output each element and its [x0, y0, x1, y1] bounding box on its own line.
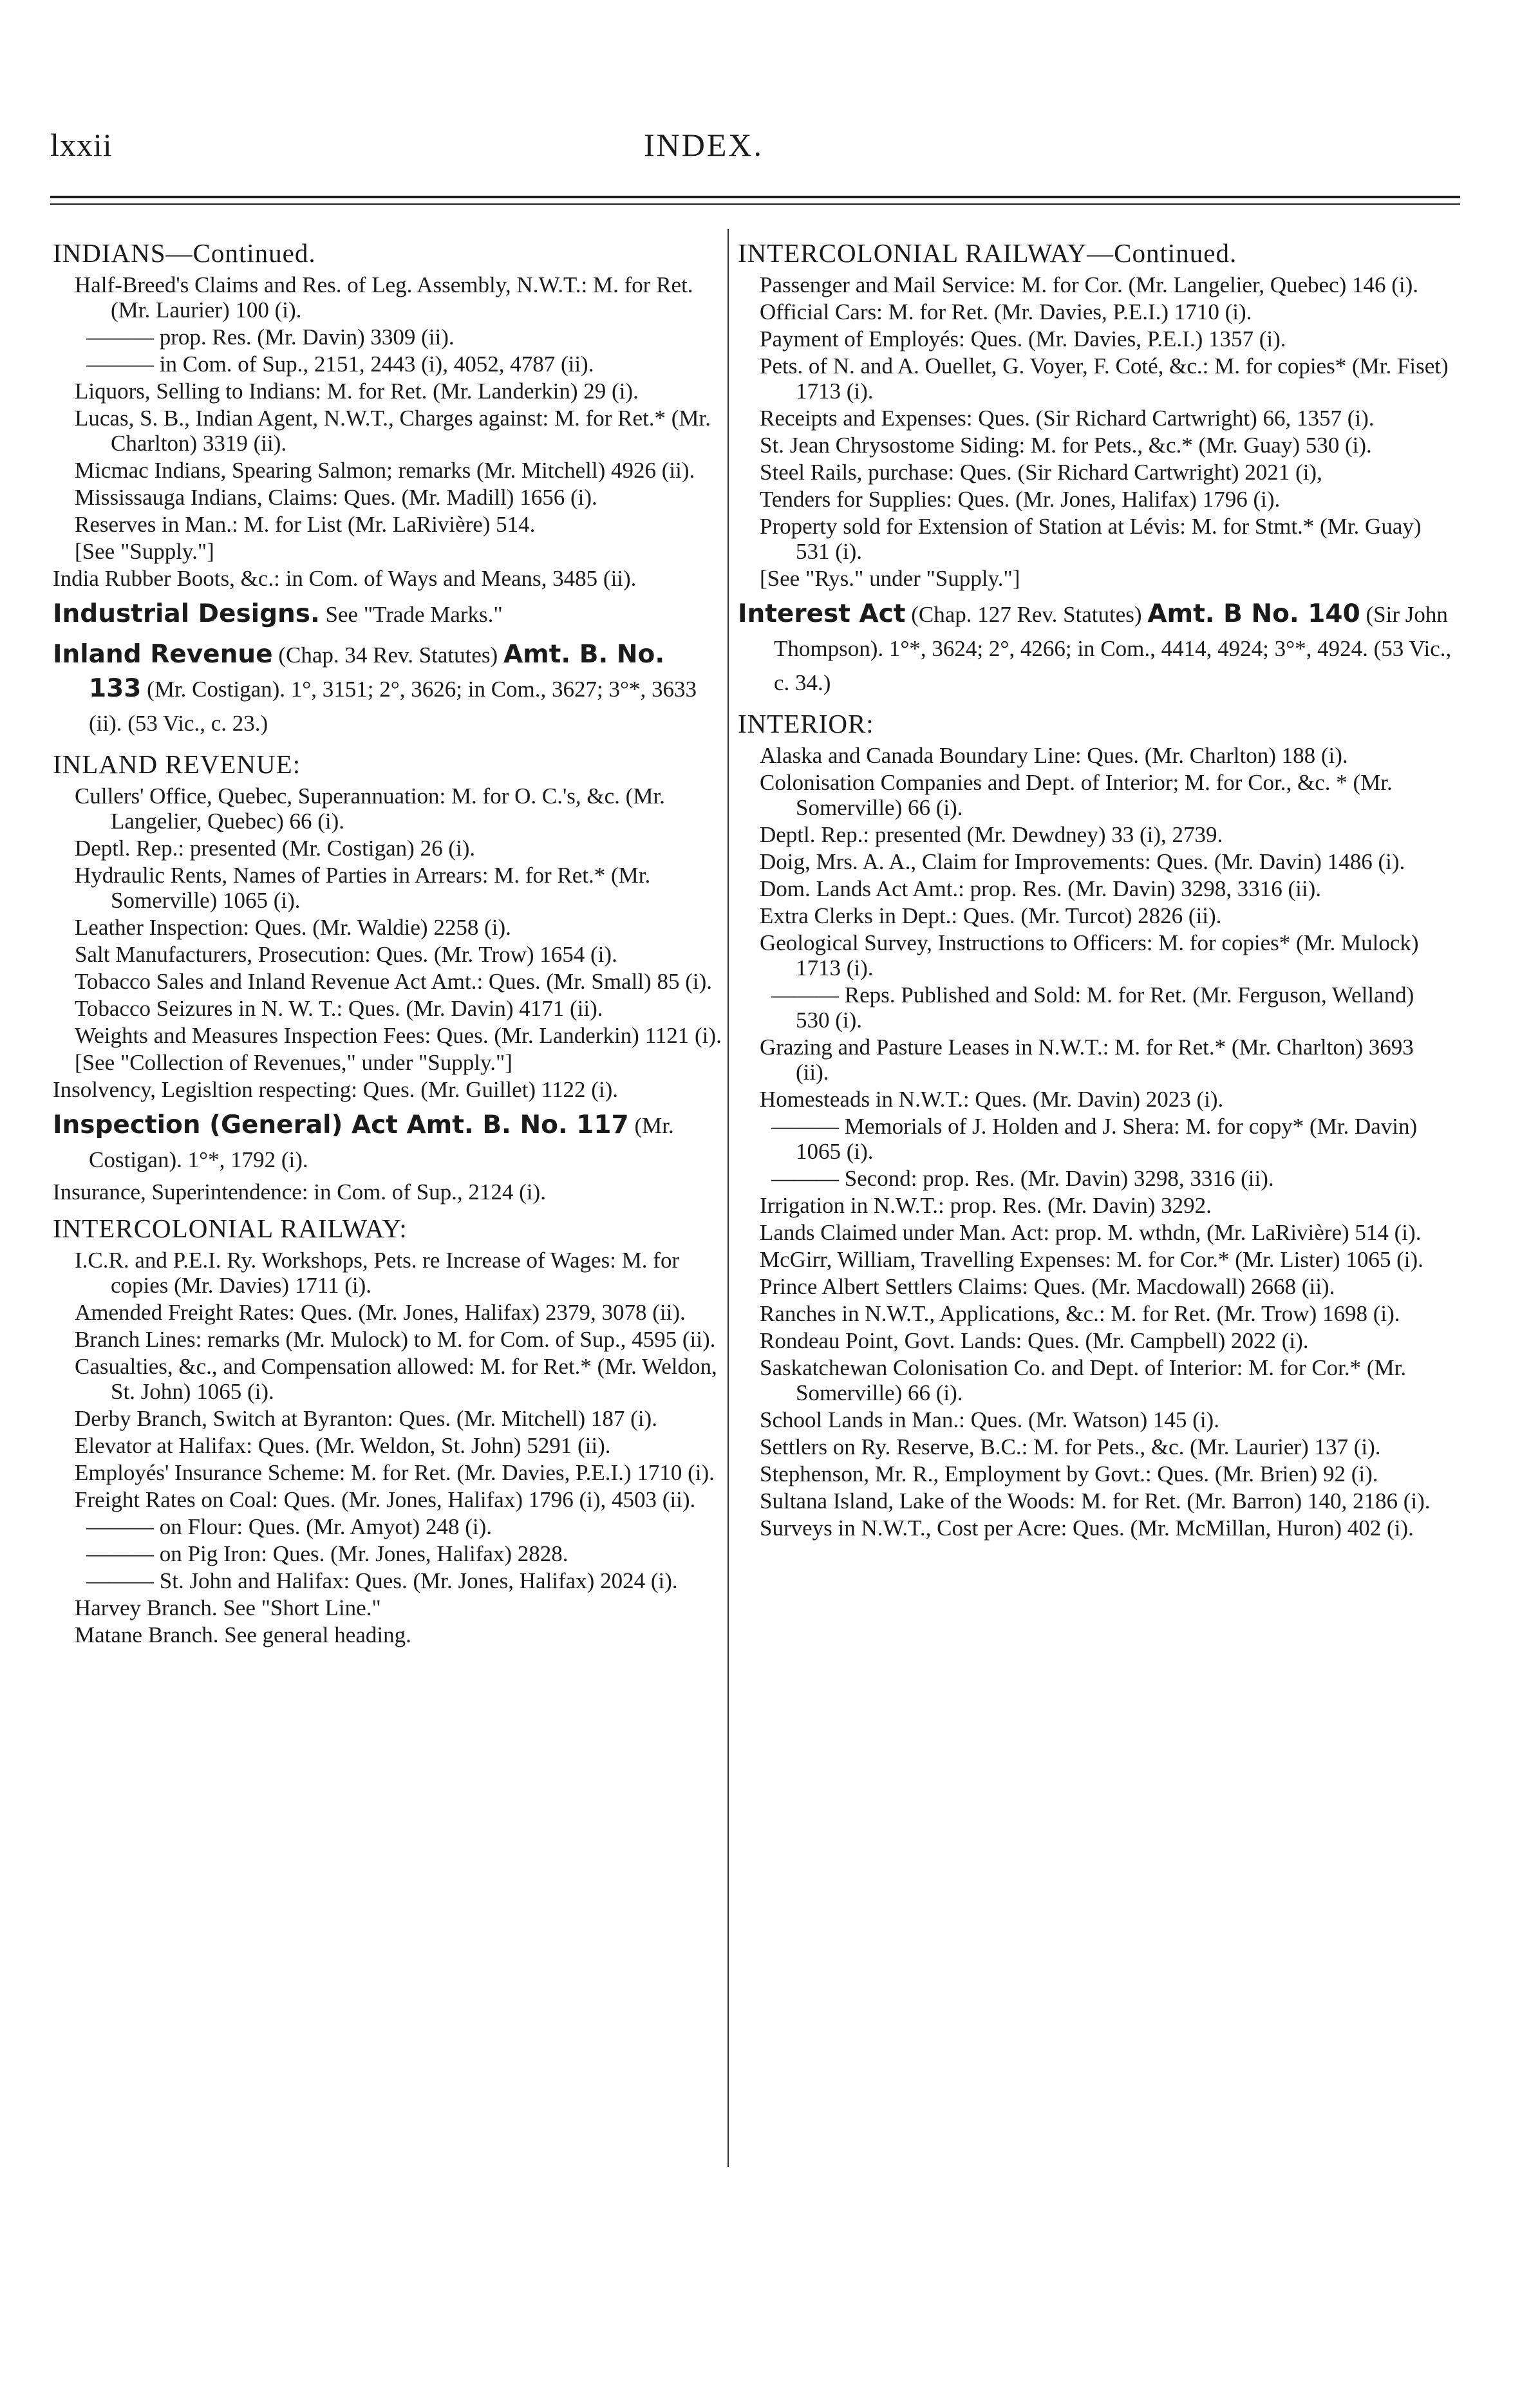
index-subentry: Branch Lines: remarks (Mr. Mulock) to M. for Com. of Sup., 4595 (ii). — [75, 1327, 716, 1352]
index-subentry: Liquors, Selling to Indians: M. for Ret. (Mr. Landerkin) 29 (i). — [75, 379, 639, 404]
index-subentry: Payment of Employés: Ques. (Mr. Davies, P.E.I.) 1357 (i). — [760, 326, 1286, 352]
index-subentry: Casualties, &c., and Compensation allowed: M. for Ret.* (Mr. Weldon, St. John) 1065 (i). — [75, 1354, 717, 1404]
section-heading: INDIANS—Continued. — [53, 238, 316, 268]
bill-heading — [53, 1109, 722, 1177]
index-subentry: [See "Supply."] — [75, 539, 214, 564]
index-subentry: Deptl. Rep.: presented (Mr. Dewdney) 33 (i), 2739. — [760, 822, 1223, 847]
header-rule-thick — [50, 196, 1460, 198]
index-subentry: Tobacco Seizures in N. W. T.: Ques. (Mr. Davin) 4171 (ii). — [75, 996, 603, 1021]
bill-heading-part: Interest Act — [738, 599, 906, 628]
index-subentry: Micmac Indians, Spearing Salmon; remarks (Mr. Mitchell) 4926 (ii). — [75, 458, 695, 483]
bill-heading-part: Industrial Designs. — [53, 599, 320, 628]
index-subentry: Doig, Mrs. A. A., Claim for Improvements: Ques. (Mr. Davin) 1486 (i). — [760, 849, 1405, 874]
index-subentry: ——— Second: prop. Res. (Mr. Davin) 3298, 3316 (ii). — [771, 1166, 1274, 1191]
index-subentry: Weights and Measures Inspection Fees: Ques. (Mr. Landerkin) 1121 (i). — [75, 1023, 722, 1048]
bill-heading-part: Amt. B No. 140 — [1147, 599, 1360, 628]
index-subentry: Geological Survey, Instructions to Officers: M. for copies* (Mr. Mulock) 1713 (i). — [760, 930, 1419, 980]
index-subentry: St. Jean Chrysostome Siding: M. for Pets., &c.* (Mr. Guay) 530 (i). — [760, 433, 1372, 458]
index-subentry: I.C.R. and P.E.I. Ry. Workshops, Pets. re Increase of Wages: M. for copies (Mr. Davies) 1711 (i). — [75, 1248, 680, 1298]
index-subentry: [See "Rys." under "Supply."] — [760, 566, 1020, 591]
index-subentry: Colonisation Companies and Dept. of Interior; M. for Cor., &c. * (Mr. Somerville) 66 (i). — [760, 770, 1393, 820]
index-subentry: Stephenson, Mr. R., Employment by Govt.: Ques. (Mr. Brien) 92 (i). — [760, 1461, 1378, 1486]
bill-heading-part: Inspection (General) Act Amt. B. No. 117 — [53, 1111, 629, 1139]
index-subentry: Surveys in N.W.T., Cost per Acre: Ques. (Mr. McMillan, Huron) 402 (i). — [760, 1515, 1414, 1541]
index-subentry: Deptl. Rep.: presented (Mr. Costigan) 26 (i). — [75, 836, 476, 861]
left-column — [53, 229, 722, 1649]
index-subentry: Mississauga Indians, Claims: Ques. (Mr. Madill) 1656 (i). — [75, 485, 597, 510]
index-subentry: Lucas, S. B., Indian Agent, N.W.T., Charges against: M. for Ret.* (Mr. Charlton) 3319 (ii). — [75, 406, 711, 456]
bill-heading — [53, 597, 722, 632]
bill-heading-part: Inland Revenue — [53, 640, 273, 669]
index-subentry: Prince Albert Settlers Claims: Ques. (Mr. Macdowall) 2668 (ii). — [760, 1274, 1335, 1299]
index-subentry: Dom. Lands Act Amt.: prop. Res. (Mr. Davin) 3298, 3316 (ii). — [760, 876, 1322, 901]
index-subentry: ——— St. John and Halifax: Ques. (Mr. Jones, Halifax) 2024 (i). — [86, 1568, 678, 1593]
section-heading: INTERIOR: — [738, 709, 874, 738]
index-subentry: Tobacco Sales and Inland Revenue Act Amt.: Ques. (Mr. Small) 85 (i). — [75, 969, 712, 994]
index-subentry: Tenders for Supplies: Ques. (Mr. Jones, Halifax) 1796 (i). — [760, 487, 1281, 512]
page-number: lxxii — [50, 127, 113, 163]
index-subentry: Grazing and Pasture Leases in N.W.T.: M. for Ret.* (Mr. Charlton) 3693 (ii). — [760, 1035, 1414, 1085]
index-subentry: Receipts and Expenses: Ques. (Sir Richard Cartwright) 66, 1357 (i). — [760, 406, 1375, 431]
index-subentry: Official Cars: M. for Ret. (Mr. Davies, P.E.I.) 1710 (i). — [760, 299, 1252, 324]
index-subentry: Employés' Insurance Scheme: M. for Ret. (Mr. Davies, P.E.I.) 1710 (i). — [75, 1460, 715, 1485]
bill-heading-part: (Mr. Costigan). 1°, 3151; 2°, 3626; in Com., 3627; 3°*, 3633 (ii). (53 Vic., c. 23.) — [89, 677, 697, 736]
index-subentry: Amended Freight Rates: Ques. (Mr. Jones, Halifax) 2379, 3078 (ii). — [75, 1300, 686, 1325]
index-subentry: ——— on Flour: Ques. (Mr. Amyot) 248 (i). — [86, 1514, 492, 1539]
index-subentry: [See "Collection of Revenues," under "Supply."] — [75, 1050, 512, 1075]
index-subentry: Passenger and Mail Service: M. for Cor. (Mr. Langelier, Quebec) 146 (i). — [760, 272, 1419, 297]
index-subentry: Hydraulic Rents, Names of Parties in Arrears: M. for Ret.* (Mr. Somerville) 1065 (i). — [75, 863, 651, 913]
bill-heading-part: (Sir John Thompson). 1°*, 3624; 2°, 4266; in Com., 4414, 4924; 3°*, 4924. (53 Vic., c. 34.) — [774, 602, 1452, 695]
index-subentry: Homesteads in N.W.T.: Ques. (Mr. Davin) 2023 (i). — [760, 1087, 1224, 1112]
bill-heading-part: Amt. B. No. 133 — [89, 640, 665, 703]
right-column — [738, 229, 1452, 1542]
index-subentry: Cullers' Office, Quebec, Superannuation: M. for O. C.'s, &c. (Mr. Langelier, Quebec) 66 (i). — [75, 783, 665, 834]
bill-heading-part: See "Trade Marks." — [319, 602, 503, 627]
index-subentry: Irrigation in N.W.T.: prop. Res. (Mr. Davin) 3292. — [760, 1193, 1212, 1218]
index-subentry: ——— prop. Res. (Mr. Davin) 3309 (ii). — [86, 324, 455, 350]
index-entry: India Rubber Boots, &c.: in Com. of Ways and Means, 3485 (ii). — [53, 566, 637, 591]
index-subentry: ——— in Com. of Sup., 2151, 2443 (i), 4052, 4787 (ii). — [86, 352, 594, 377]
page-title: INDEX. — [644, 127, 764, 163]
index-subentry: Freight Rates on Coal: Ques. (Mr. Jones, Halifax) 1796 (i), 4503 (ii). — [75, 1487, 696, 1512]
header-rule-thin — [50, 203, 1460, 205]
index-subentry: Extra Clerks in Dept.: Ques. (Mr. Turcot) 2826 (ii). — [760, 903, 1222, 928]
index-subentry: ——— on Pig Iron: Ques. (Mr. Jones, Halifax) 2828. — [86, 1541, 568, 1566]
index-subentry: Leather Inspection: Ques. (Mr. Waldie) 2258 (i). — [75, 915, 511, 940]
bill-heading-part: (Mr. Costigan). 1°*, 1792 (i). — [89, 1113, 674, 1172]
index-subentry: ——— Reps. Published and Sold: M. for Ret. (Mr. Ferguson, Welland) 530 (i). — [771, 982, 1414, 1033]
column-divider — [728, 229, 729, 2167]
index-subentry: Derby Branch, Switch at Byranton: Ques. (Mr. Mitchell) 187 (i). — [75, 1406, 657, 1431]
index-subentry: Salt Manufacturers, Prosecution: Ques. (Mr. Trow) 1654 (i). — [75, 942, 617, 967]
index-subentry: Property sold for Extension of Station at Lévis: M. for Stmt.* (Mr. Guay) 531 (i). — [760, 514, 1422, 564]
index-entry: Insolvency, Legisltion respecting: Ques. (Mr. Guillet) 1122 (i). — [53, 1077, 619, 1102]
section-heading: INTERCOLONIAL RAILWAY: — [53, 1214, 408, 1243]
index-subentry: Saskatchewan Colonisation Co. and Dept. of Interior: M. for Cor.* (Mr. Somerville) 66 (i). — [760, 1355, 1407, 1405]
section-heading: INTERCOLONIAL RAILWAY—Continued. — [738, 238, 1237, 268]
index-subentry: Steel Rails, purchase: Ques. (Sir Richard Cartwright) 2021 (i), — [760, 460, 1322, 485]
index-subentry: Harvey Branch. See "Short Line." — [75, 1595, 381, 1620]
index-subentry: Alaska and Canada Boundary Line: Ques. (Mr. Charlton) 188 (i). — [760, 743, 1348, 768]
bill-heading — [53, 638, 722, 740]
index-entry: Insurance, Superintendence: in Com. of Sup., 2124 (i). — [53, 1179, 546, 1205]
index-subentry: Rondeau Point, Govt. Lands: Ques. (Mr. Campbell) 2022 (i). — [760, 1328, 1309, 1353]
bill-heading — [738, 597, 1452, 700]
index-subentry: Reserves in Man.: M. for List (Mr. LaRivière) 514. — [75, 512, 536, 537]
index-subentry: Matane Branch. See general heading. — [75, 1622, 411, 1647]
index-subentry: Sultana Island, Lake of the Woods: M. for Ret. (Mr. Barron) 140, 2186 (i). — [760, 1488, 1431, 1514]
index-subentry: Ranches in N.W.T., Applications, &c.: M. for Ret. (Mr. Trow) 1698 (i). — [760, 1301, 1400, 1326]
section-heading: INLAND REVENUE: — [53, 749, 301, 779]
index-subentry: Elevator at Halifax: Ques. (Mr. Weldon, St. John) 5291 (ii). — [75, 1433, 611, 1458]
index-subentry: Pets. of N. and A. Ouellet, G. Voyer, F. Coté, &c.: M. for copies* (Mr. Fiset) 1713 (i). — [760, 353, 1449, 404]
index-subentry: McGirr, William, Travelling Expenses: M. for Cor.* (Mr. Lister) 1065 (i). — [760, 1247, 1423, 1272]
index-subentry: Lands Claimed under Man. Act: prop. M. wthdn, (Mr. LaRivière) 514 (i). — [760, 1220, 1422, 1245]
index-subentry: ——— Memorials of J. Holden and J. Shera: M. for copy* (Mr. Davin) 1065 (i). — [771, 1114, 1418, 1164]
index-subentry: Settlers on Ry. Reserve, B.C.: M. for Pets., &c. (Mr. Laurier) 137 (i). — [760, 1434, 1381, 1459]
bill-heading-part: (Chap. 127 Rev. Statutes) — [905, 602, 1148, 627]
index-subentry: School Lands in Man.: Ques. (Mr. Watson) 145 (i). — [760, 1407, 1219, 1432]
bill-heading-part: (Chap. 34 Rev. Statutes) — [272, 642, 503, 668]
index-subentry: Half-Breed's Claims and Res. of Leg. Assembly, N.W.T.: M. for Ret. (Mr. Laurier) 100 (i). — [75, 272, 693, 323]
